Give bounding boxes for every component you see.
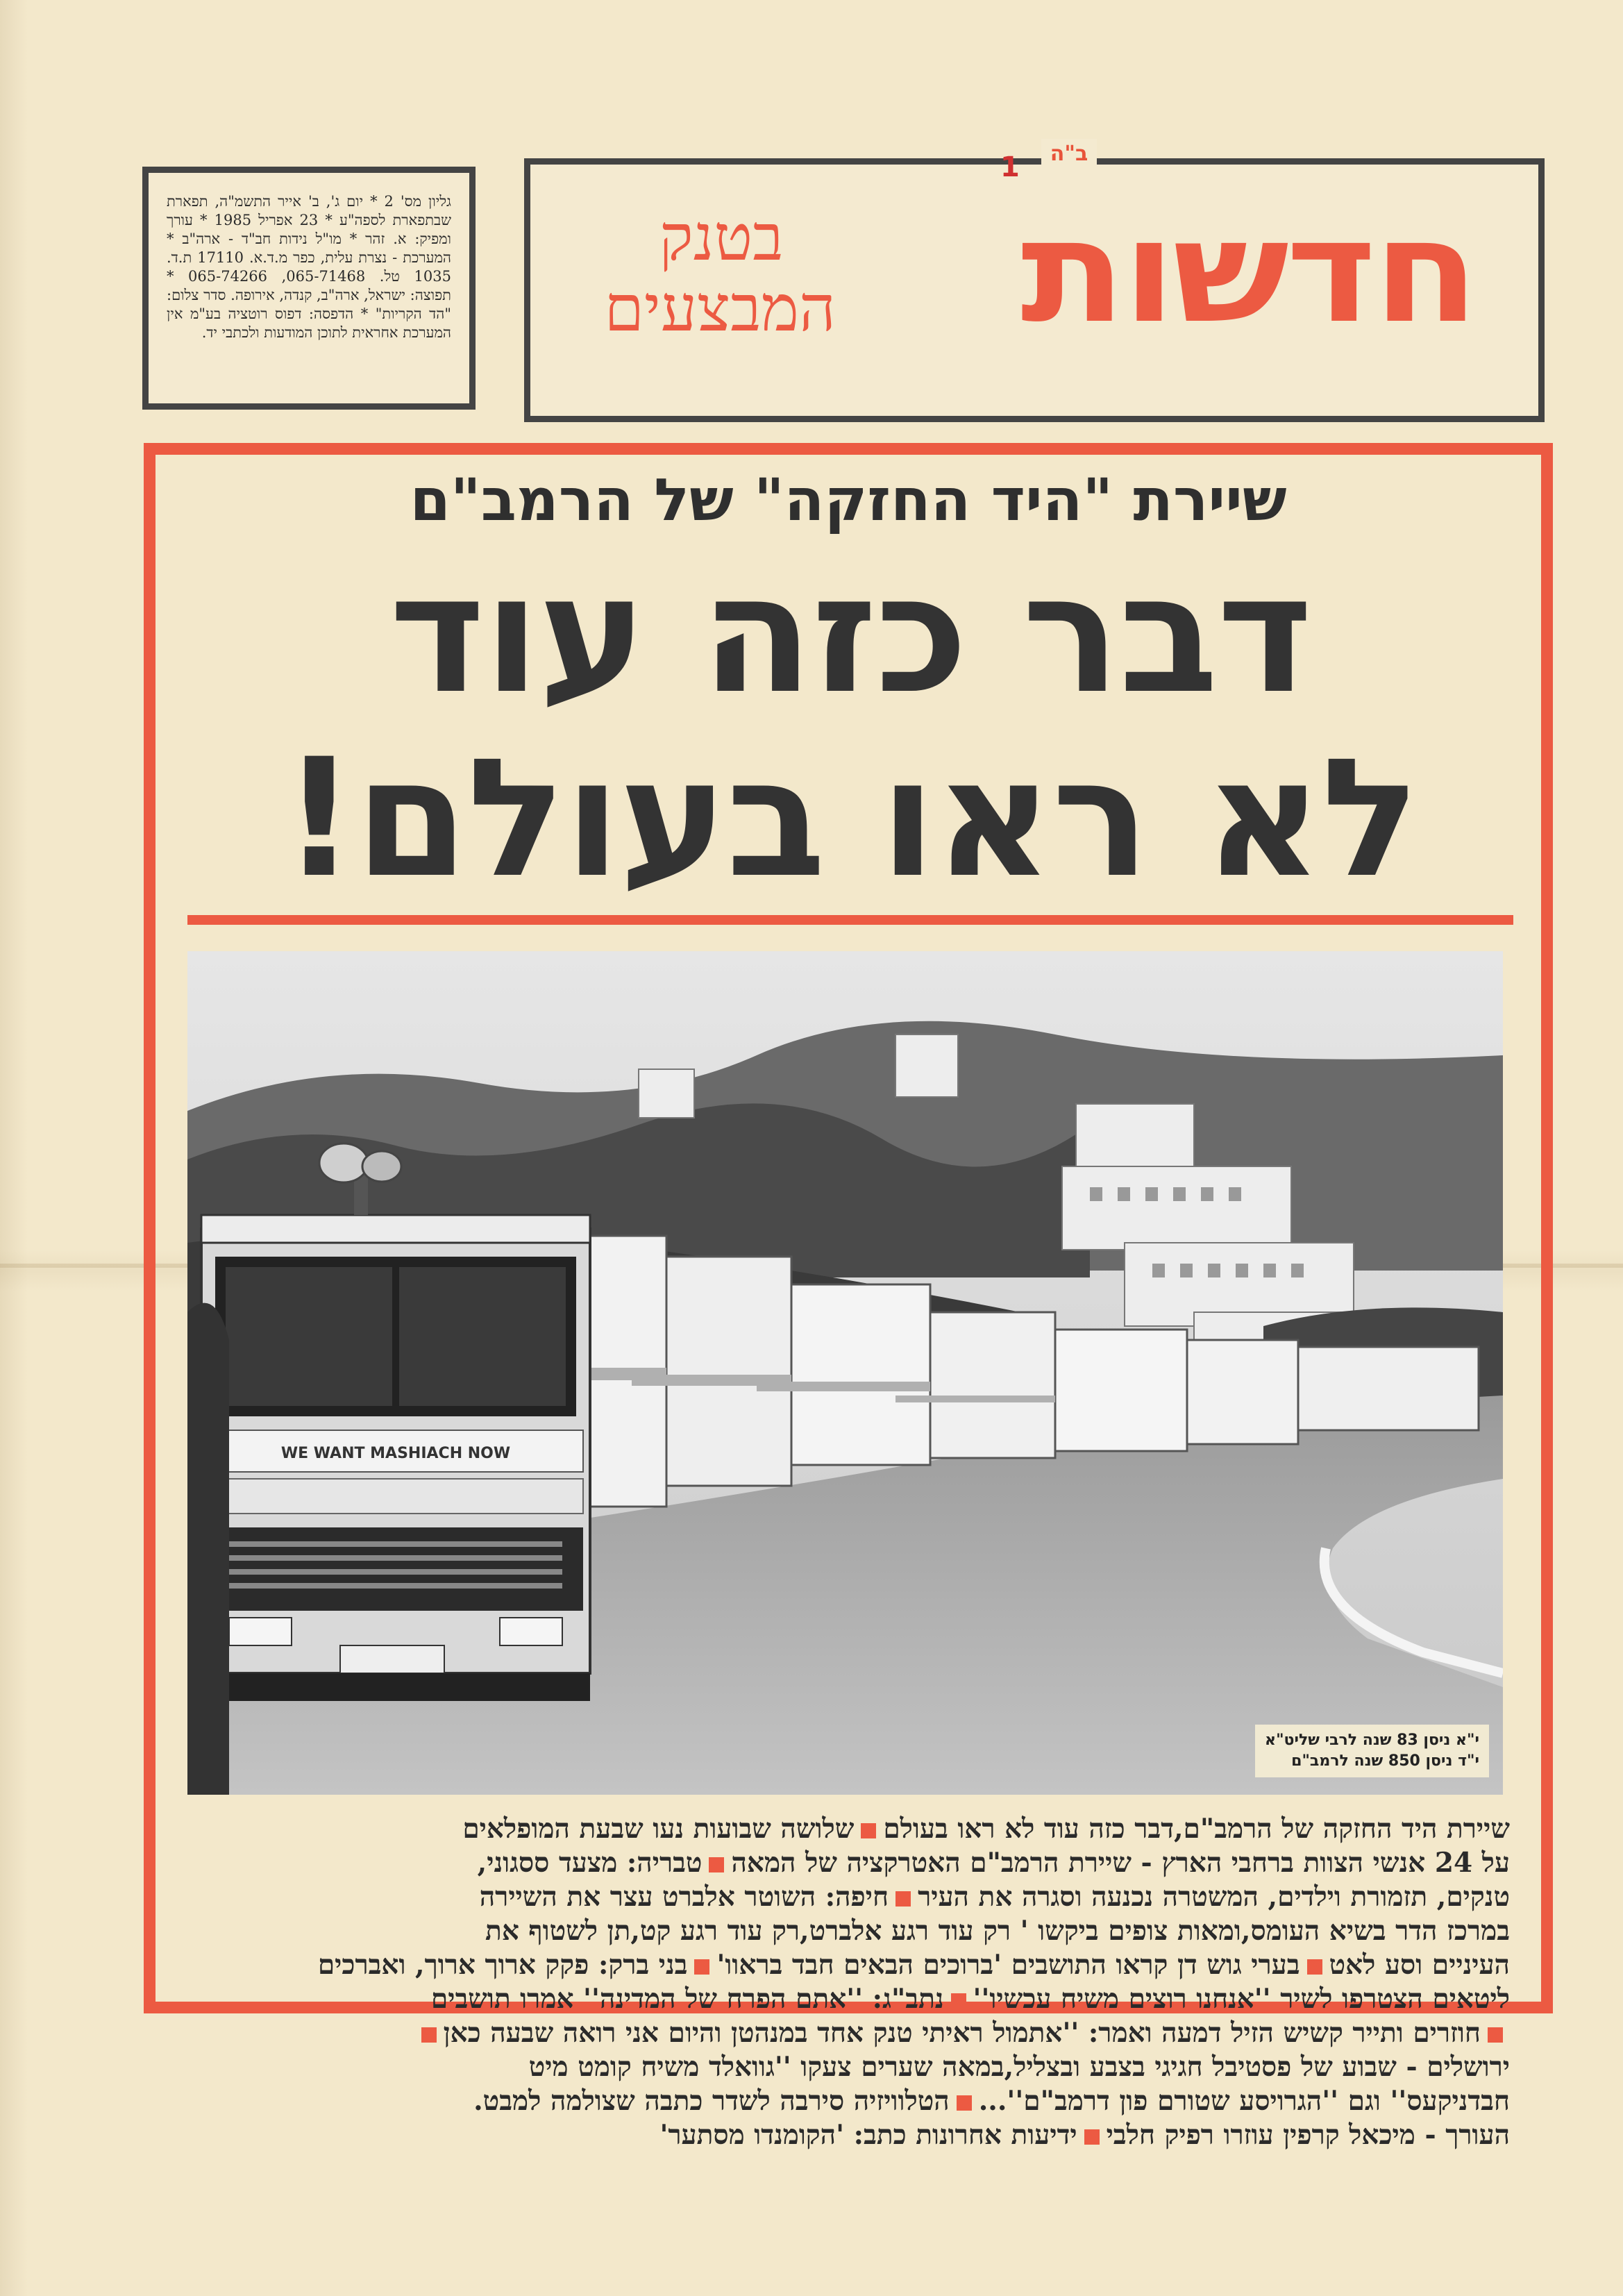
bullet-square [1488,2027,1503,2043]
body-line-text: חיפה: השוטר אלברט עצר את השיירה [479,1881,889,1913]
body-line [184,2016,1510,2050]
bullet-square [421,2027,437,2043]
bullet-square [895,1891,911,1907]
body-line-text: חוזרים ותייר קשיש הזיל דמעה ואמר: ''אתמול ראיתי טנק אחד במנהטן והיום אני רואה שבעה כאן [443,2017,1481,2049]
body-line-text: בני ברק: פקק ארוך ארוך, ואברכים [317,1949,688,1981]
publication-info-box [142,167,476,410]
body-line [184,1880,1510,1914]
kicker-line: שיירת "היד החזקה" של הרמב"ם [410,466,1287,534]
body-line [184,2050,1510,2084]
body-line-text: על 24 אנשי הצוות ברחבי הארץ - שיירת הרמב"ם האטרקציה של המאה [731,1847,1510,1879]
body-line-text: טנקים, תזמורת וילדים, המשטרה נכנעה וסגרה את העיר [918,1881,1510,1913]
body-line-text: טבריה: מצעד ססגוני, [477,1847,703,1879]
article-body [184,1812,1510,2152]
body-line-text: חבדניקעס'' וגם ''הגרויסע שטורם פון דרמב"ם''... [978,2085,1510,2117]
convoy-photo-illustration [187,951,1503,1795]
headline-line-1: דבר כזה עוד [389,540,1312,730]
body-line-text: ידיעות אחרונות כתב: 'הקומנדו מסתער' [659,2119,1077,2151]
body-line-text: שיירת היד החזקה של הרמב"ם,דבר כזה עוד לא ראו בעולם [883,1813,1510,1845]
photo-caption [1255,1725,1489,1777]
body-line [184,1982,1510,2016]
vehicle-banner-text: WE WANT MASHIACH NOW [280,1445,511,1462]
body-line [184,1948,1510,1982]
subtitle-line-2: המבצעים [604,271,836,346]
body-line [184,1846,1510,1880]
masthead-box [524,158,1545,422]
body-line-text: בערי גוש דן קראו התושבים 'ברוכים הבאים חבד בראוו' [716,1949,1300,1981]
body-line-text: ירושלים - שבוע של פסטיבל חגיגי בצבע ובצליל,במאה שערים צעקו ''גוואלד משיח קומט מיט [528,2051,1510,2083]
bullet-square [1084,2129,1100,2145]
body-line-text: ליטאים הצטרפו לשיר ''אנחנו רוצים משיח עכשיו'' [973,1983,1510,2015]
bullet-square [1307,1959,1322,1975]
body-line [184,2084,1510,2118]
caption-line-1: י"א ניסן 83 שנה לרבי שליט"א [1265,1732,1479,1749]
margin-mark: 1 [1000,151,1020,183]
body-line-text: העיניים וסע לאט [1329,1949,1510,1981]
besiyata-dishmaya-mark: ב"ה [1041,139,1097,169]
newspaper-title: חדשות [1020,190,1476,355]
body-line-text: שלושה שבועות נעו שבעת המופלאים [462,1813,855,1845]
body-line-text: נתב"ג: ''אתם הפרח של המדינה'' אמרו תושבים [430,1983,944,2015]
bullet-square [951,1993,966,2009]
bullet-square [957,2095,972,2111]
body-line-text: במרכז הדר בשיא העומס,ומאות צופים ביקשו ' רק עוד רגע אלברט,רק עוד רגע קט,תן לשטוף את [485,1915,1510,1947]
caption-line-2: י"ד ניסן 850 שנה לרמב"ם [1291,1752,1479,1770]
publication-info-text: גליון מס' 2 * יום ג', ב' אייר התשמ"ה, תפארת שבתפארת לספה"ע * 23 אפריל 1985 * עורך ומפיק: א. זהר * מו"ל נידות חב"ד - ארה"ב * המערכת - נצרת עלית, כפר מ.ד.א. 17110 ת.ד. 1035 טל. 065-71468, 065-74266 * תפוצה: ישראל, ארה"ב, קנדה, אירופה. סדר צלום: "הד הקריות" * הדפסה: דפוס רוטציה בע"מ אין המערכת אחראית לתוכן המודעות ולכתבי יד. [167,193,452,341]
bullet-square [709,1857,724,1872]
convoy-photo [187,951,1503,1795]
body-line-text: העורך - מיכאל קרפין עוזרו רפיק חלבי [1106,2119,1510,2151]
subtitle-line-1: בטנק [659,201,784,275]
body-line [184,1812,1510,1846]
body-line [184,2118,1510,2152]
headline-line-2: לא ראו בעולם! [282,724,1419,914]
red-rule [187,915,1513,925]
bullet-square [694,1959,709,1975]
newspaper-subtitle [604,201,836,346]
body-line-text: הטלוויזיה סירבה לשדר כתבה שצולמה למבט. [473,2085,950,2117]
body-line [184,1914,1510,1948]
bullet-square [861,1823,876,1838]
